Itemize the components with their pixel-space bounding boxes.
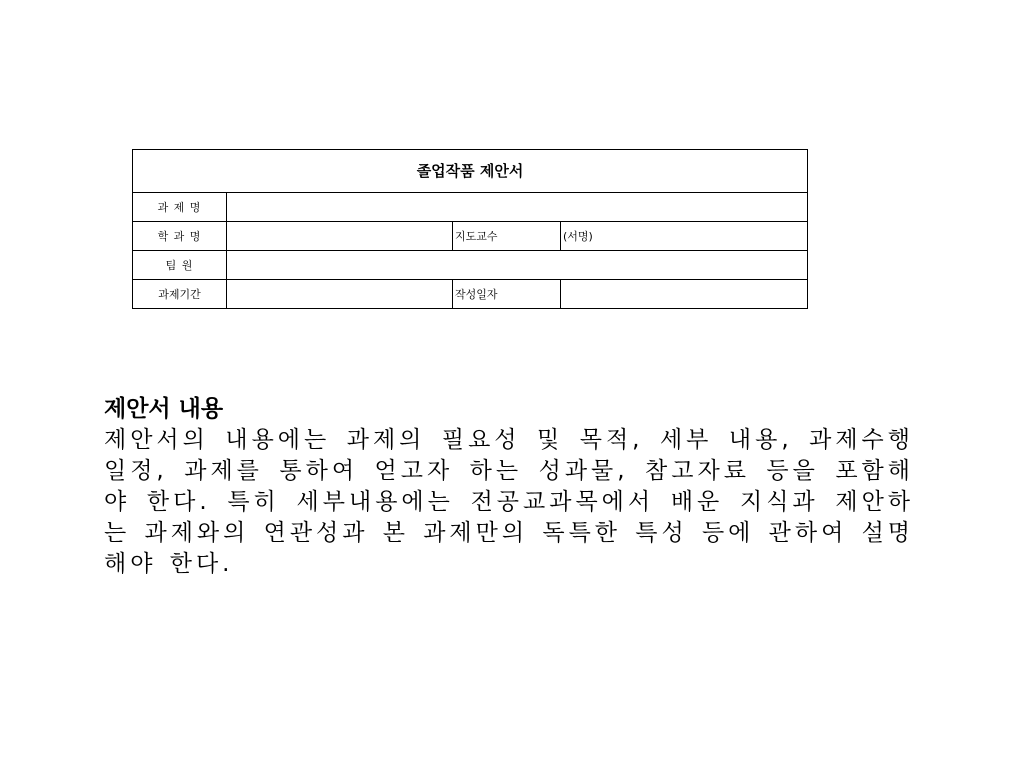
- project-name-row: [133, 193, 808, 222]
- period-row: [133, 280, 808, 309]
- form-title: 졸업작품 제안서: [133, 150, 808, 193]
- team-label: 팀 원: [133, 251, 227, 280]
- date-field[interactable]: [561, 280, 808, 309]
- team-members-field[interactable]: [227, 251, 808, 280]
- advisor-label: 지도교수: [453, 222, 561, 251]
- advisor-signature-field[interactable]: (서명): [561, 222, 808, 251]
- period-label: 과제기간: [133, 280, 227, 309]
- project-name-field[interactable]: [227, 193, 808, 222]
- project-name-label: 과 제 명: [133, 193, 227, 222]
- department-row: [133, 222, 808, 251]
- department-label: 학 과 명: [133, 222, 227, 251]
- team-row: [133, 251, 808, 280]
- proposal-content-section: [104, 394, 914, 580]
- date-label: 작성일자: [453, 280, 561, 309]
- proposal-form-table: [132, 149, 808, 309]
- content-body-text: 제안서의 내용에는 과제의 필요성 및 목적, 세부 내용, 과제수행 일정, 과제를 통하여 얻고자 하는 성과물, 참고자료 등을 포함해야 한다. 특히 세부내용에는 전공교과목에서 배운 지식과 제안하는 과제와의 연관성과 본 과제만의 독특한 특성 등에 관하여 설명해야 한다.: [104, 427, 914, 577]
- form-title-row: [133, 150, 808, 193]
- content-heading: 제안서 내용: [104, 396, 224, 422]
- period-field[interactable]: [227, 280, 453, 309]
- department-field[interactable]: [227, 222, 453, 251]
